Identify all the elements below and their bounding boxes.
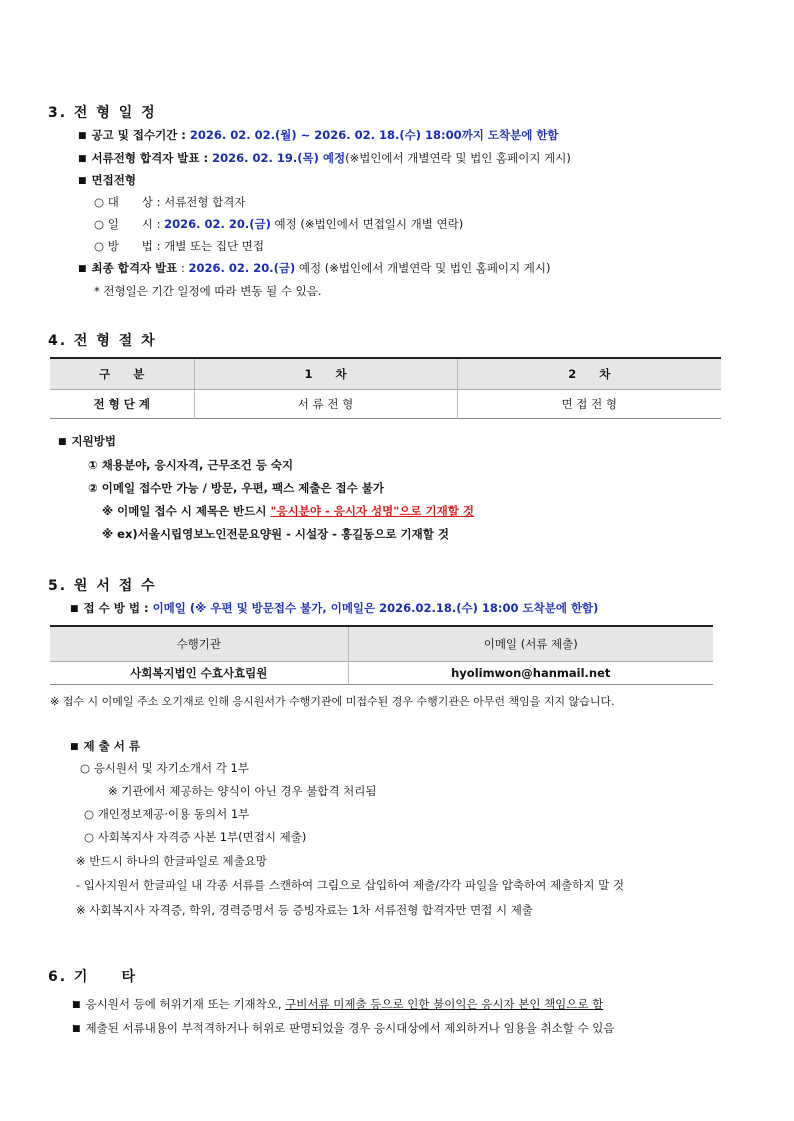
- section-5-title: 5. 원 서 접 수: [48, 578, 157, 594]
- table-header-row: [50, 358, 721, 390]
- section-4-title: 4. 전 형 절 차: [48, 333, 157, 349]
- apply-method-1: ① 채용분야, 응시자격, 근무조건 등 숙지: [88, 458, 294, 472]
- section-3-title: 3. 전 형 일 정: [48, 105, 157, 121]
- document-2: ○ 개인정보제공·이용 동의서 1부: [84, 807, 250, 821]
- table-header-cell: 이메일 (서류 제출): [348, 626, 713, 662]
- square-bullet-icon: ■: [58, 437, 67, 447]
- interview-method: ○ 방 법 : 개별 또는 집단 면접: [94, 239, 264, 253]
- etc-item-2: ■ 제출된 서류내용이 부적격하거나 허위로 판명되었을 경우 응시대상에서 제외하거나 임용을 취소할 수 있음: [72, 1021, 615, 1035]
- documents-note-3: ※ 사회복지사 자격증, 학위, 경력증명서 등 증빙자료는 1차 서류전형 합격자만 면접 시 제출: [76, 903, 533, 917]
- document-3: ○ 사회복지사 자격증 사본 1부(면접시 제출): [84, 830, 307, 844]
- table-header-cell: 수행기관: [50, 626, 348, 662]
- table-row: [50, 662, 713, 685]
- square-bullet-icon: ■: [78, 264, 87, 274]
- document-1-note: ※ 기관에서 제공하는 양식이 아닌 경우 불합격 처리됨: [108, 784, 377, 798]
- reception-disclaimer: ※ 접수 시 이메일 주소 오기재로 인해 응시원서가 수행기관에 미접수된 경우 수행기관은 아무런 책임을 지지 않습니다.: [50, 695, 615, 708]
- table-header-cell: 1 차: [194, 358, 457, 390]
- documents-label: ■ 제 출 서 류: [70, 739, 140, 753]
- schedule-note: * 전형일은 기간 일정에 따라 변동 될 수 있음.: [94, 284, 322, 298]
- table-cell: 전 형 단 계: [93, 397, 150, 411]
- interview-date: ○ 일 시 : 2026. 02. 20.(금) 예정 (※법인에서 면접일시 개별 연락): [94, 217, 464, 231]
- table-row: [50, 390, 721, 419]
- reception-table: [50, 625, 713, 685]
- section-6-title: 6. 기 타: [48, 969, 137, 985]
- email-address: hyolimwon@hanmail.net: [348, 662, 713, 685]
- apply-method-example: ※ ex)서울시립영보노인전문요양원 - 시설장 - 홍길동으로 기재할 것: [102, 527, 449, 541]
- table-cell: 사회복지법인 수효사효림원: [130, 666, 268, 680]
- schedule-application-period: ■ 공고 및 접수기간 : 2026. 02. 02.(월) ~ 2026. 02. 18.(수) 18:00까지 도착분에 한함: [78, 128, 559, 142]
- square-bullet-icon: ■: [70, 742, 79, 752]
- square-bullet-icon: ■: [72, 1024, 81, 1034]
- table-cell: 서 류 전 형: [194, 390, 457, 419]
- table-header-row: [50, 626, 713, 662]
- table-header-cell: 2 차: [457, 358, 721, 390]
- square-bullet-icon: ■: [70, 604, 79, 614]
- apply-method-2: ② 이메일 접수만 가능 / 방문, 우편, 팩스 제출은 접수 불가: [88, 481, 384, 495]
- selection-process-table: [50, 357, 721, 419]
- documents-note-2: - 입사지원서 한글파일 내 각종 서류를 스캔하여 그림으로 삽입하여 제출/각각 파일을 압축하여 제출하지 말 것: [76, 878, 624, 892]
- document-1: ○ 응시원서 및 자기소개서 각 1부: [80, 761, 249, 775]
- schedule-document-result: ■ 서류전형 합격자 발표 : 2026. 02. 19.(목) 예정(※법인에서 개별연락 및 법인 홈페이지 게시): [78, 151, 571, 165]
- documents-note-1: ※ 반드시 하나의 한글파일로 제출요망: [76, 854, 267, 868]
- apply-method-label: ■ 지원방법: [58, 434, 116, 448]
- table-cell: 면 접 전 형: [457, 390, 721, 419]
- apply-method-title-rule: ※ 이메일 접수 시 제목은 반드시 "응시분야 - 응시자 성명"으로 기재할 것: [102, 504, 474, 518]
- square-bullet-icon: ■: [78, 176, 87, 186]
- schedule-final-result: ■ 최종 합격자 발표 : 2026. 02. 20.(금) 예정 (※법인에서 개별연락 및 법인 홈페이지 게시): [78, 261, 551, 275]
- schedule-interview-label: ■ 면접전형: [78, 173, 136, 187]
- interview-target: ○ 대 상 : 서류전형 합격자: [94, 195, 246, 209]
- etc-item-1: ■ 응시원서 등에 허위기재 또는 기재착오, 구비서류 미제출 등으로 인한 불이익은 응시자 본인 책임으로 함: [72, 997, 604, 1011]
- square-bullet-icon: ■: [72, 1000, 81, 1010]
- reception-method: ■ 접 수 방 법 : 이메일 (※ 우편 및 방문접수 불가, 이메일은 2026.02.18.(수) 18:00 도착분에 한함): [70, 601, 599, 615]
- table-header-cell: 구 분: [50, 358, 194, 390]
- square-bullet-icon: ■: [78, 154, 87, 164]
- square-bullet-icon: ■: [78, 131, 87, 141]
